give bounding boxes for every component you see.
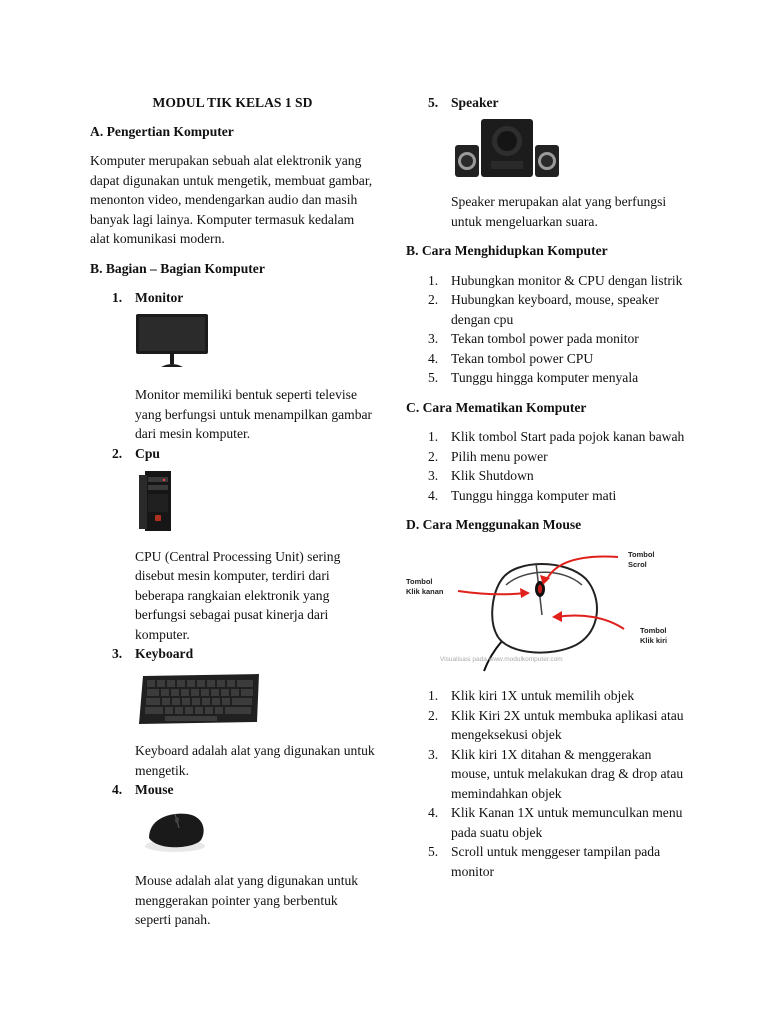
right-column <box>406 93 691 891</box>
list-item: 1. Hubungkan monitor & CPU dengan listrik <box>428 272 683 288</box>
part-number: 5. <box>428 95 439 110</box>
cpu-tower-image <box>135 469 375 539</box>
shutdown-steps <box>406 427 691 505</box>
label-right-bottom: Klik kanan <box>406 586 444 596</box>
part-description: Speaker merupakan alat yang berfungsi untuk mengeluarkan suara. <box>451 194 667 229</box>
part-name: Cpu <box>135 445 160 461</box>
part-name: Keyboard <box>135 646 194 661</box>
monitor-image <box>135 312 375 378</box>
mouse-image <box>135 806 375 864</box>
power-on-steps <box>406 271 691 388</box>
section-b-on-heading: B. Cara Menghidupkan Komputer <box>406 243 608 258</box>
label-scroll-bottom: Scrol <box>628 559 647 569</box>
page-title: MODUL TIK KELAS 1 SD <box>152 95 313 110</box>
list-item: 1. Klik tombol Start pada pojok kanan bawah <box>428 429 685 444</box>
part-cpu <box>112 444 375 645</box>
list-item: 5. Tunggu hingga komputer menyala <box>428 370 639 385</box>
list-item: 4. Klik Kanan 1X untuk memunculkan menu pada suatu objek <box>428 805 683 840</box>
list-item: 5. Scroll untuk menggeser tampilan pada monitor <box>428 844 661 879</box>
list-item: 4. Tekan tombol power CPU <box>428 350 594 366</box>
list-item: 2. Klik Kiri 2X untuk membuka aplikasi atau mengeksekusi objek <box>428 707 684 742</box>
part-description: Keyboard adalah alat yang digunakan untuk mengetik. <box>135 743 375 778</box>
list-item: 3. Klik kiri 1X ditahan & menggerakan mouse, untuk melakukan drag & drop atau memindahkan objek <box>428 746 684 801</box>
part-description: Monitor memiliki bentuk seperti televise yang berfungsi untuk menampilkan gambar dari mesin komputer. <box>135 387 373 441</box>
section-a-paragraph: Komputer merupakan sebuah alat elektronik yang dapat digunakan untuk mengetik, membuat gambar, menonton video, mendengarkan audio dan masih banyak lagi lainya. Komputer termasuk kedalam alat komunikasi modern. <box>90 153 373 246</box>
part-description: CPU (Central Processing Unit) sering disebut mesin komputer, terdiri dari beberapa rangkaian elektronik yang berfungsi sebagai pusat kinerja dari komputer. <box>135 548 341 642</box>
list-item: 4. Tunggu hingga komputer mati <box>428 487 617 503</box>
label-right-top: Tombol <box>406 576 433 586</box>
section-d-heading: D. Cara Menggunakan Mouse <box>406 517 582 532</box>
left-column <box>90 93 375 930</box>
part-number: 3. <box>112 646 123 661</box>
part-name: Speaker <box>451 95 499 110</box>
part-mouse <box>112 780 375 930</box>
label-left-bottom: Klik kiri <box>640 635 668 645</box>
speaker-image <box>451 117 691 187</box>
list-item: 3. Klik Shutdown <box>428 468 534 483</box>
section-b-parts-heading: B. Bagian – Bagian Komputer <box>90 260 265 276</box>
list-item: 2. Hubungkan keyboard, mouse, speaker dengan cpu <box>428 292 660 327</box>
part-monitor <box>112 288 375 444</box>
part-keyboard <box>112 644 375 780</box>
part-number: 1. <box>112 290 123 305</box>
mouse-diagram <box>406 545 691 679</box>
part-name: Mouse <box>135 782 174 797</box>
part-number: 4. <box>112 782 123 797</box>
part-number: 2. <box>112 445 123 461</box>
part-name: Monitor <box>135 290 184 305</box>
part-speaker <box>428 93 691 231</box>
label-scroll-top: Tombol <box>628 549 655 559</box>
label-left-top: Tombol <box>640 625 667 635</box>
diagram-watermark: Visualisasi pada www.modulkomputer.com <box>440 655 563 663</box>
list-item: 2. Pilih menu power <box>428 448 548 464</box>
mouse-usage-steps <box>406 686 691 881</box>
part-description: Mouse adalah alat yang digunakan untuk menggerakan pointer yang berbentuk seperti panah. <box>135 873 359 927</box>
section-a-heading: A. Pengertian Komputer <box>90 123 234 139</box>
list-item: 3. Tekan tombol power pada monitor <box>428 331 639 346</box>
list-item: 1. Klik kiri 1X untuk memilih objek <box>428 688 635 703</box>
section-c-heading: C. Cara Mematikan Komputer <box>406 399 587 415</box>
keyboard-image <box>135 670 375 734</box>
